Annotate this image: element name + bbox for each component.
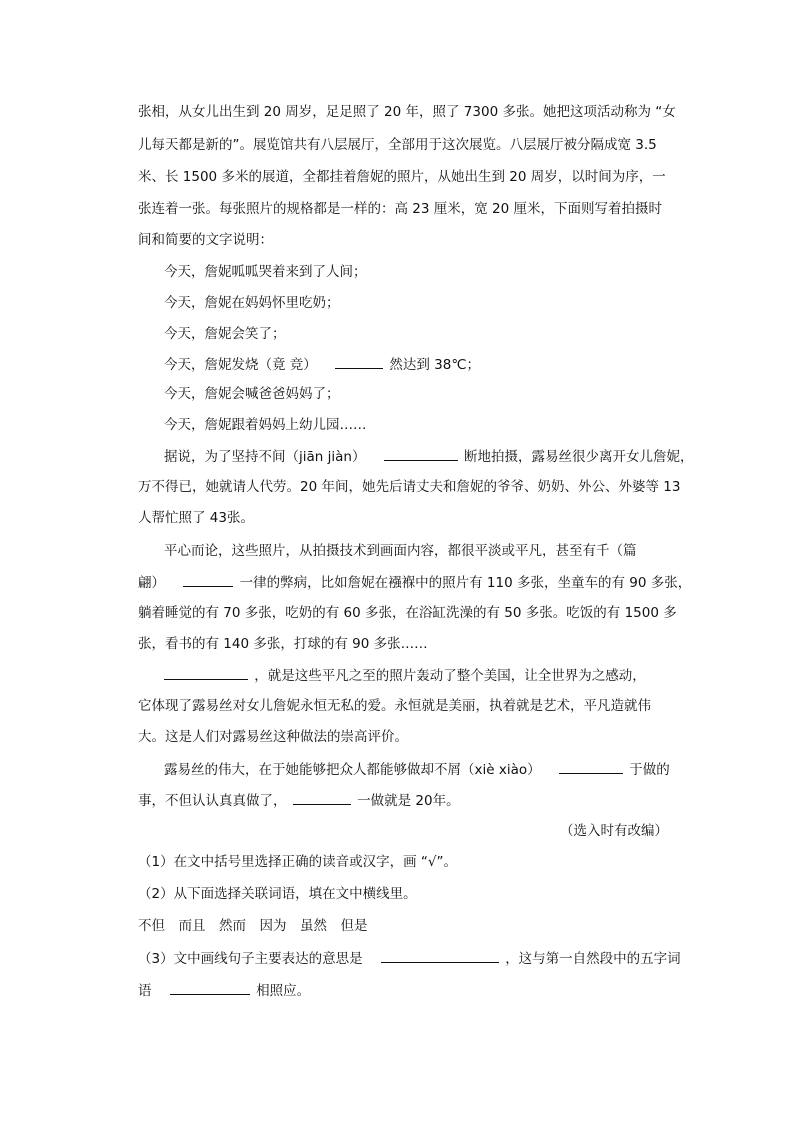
question-2: （2）从下面选择关联词语，填在文中横线里。 — [138, 886, 417, 902]
paragraph-3-line-1: 平心而论，这些照片，从拍摄技术到画面内容，都很平淡或平凡，甚至有千（篇 — [164, 543, 637, 559]
paragraph-3-line-4: 张，看书的有 140 多张，打球的有 90 多张…… — [138, 636, 428, 652]
question-3-text-word: 语 — [138, 983, 152, 999]
fill-blank-6[interactable] — [293, 790, 351, 805]
caption-3: 今天，詹妮会笑了； — [164, 326, 286, 342]
paragraph-3-line-3: 躺着睡觉的有 70 多张，吃奶的有 60 多张，在浴缸洗澡的有 50 多张。吃饭的有 1500 多 — [138, 605, 677, 621]
fill-blank-1[interactable] — [335, 354, 383, 369]
paragraph-2-text-before: 据说，为了坚持不间（jiān jiàn） — [164, 449, 366, 465]
fill-blank-2[interactable] — [384, 446, 458, 461]
paragraph-3-line-2 — [138, 572, 692, 593]
fill-blank-5[interactable] — [559, 759, 623, 774]
source-note: （选入时有改编） — [560, 823, 668, 839]
fill-blank-3[interactable] — [183, 572, 233, 587]
paragraph-1-line-4: 张连着一张。每张照片的规格都是一样的：高 23 厘米，宽 20 厘米，下面则写着拍摄时 — [138, 201, 663, 217]
paragraph-5-text-after-2: 一做就是 20年。 — [357, 793, 460, 809]
paragraph-1-line-2: 儿每天都是新的”。展览馆共有八层展厅，全部用于这次展览。八层展厅被分隔成宽 3.5 — [138, 137, 657, 153]
question-3-text-end: 相照应。 — [256, 983, 311, 999]
question-3-text-after: ，这与第一自然段中的五字词 — [505, 951, 681, 967]
paragraph-4-line-3: 大。这是人们对露易丝这种做法的崇高评价。 — [138, 729, 408, 745]
paragraph-5-text-after: 于做的 — [629, 762, 670, 778]
fill-blank-4[interactable] — [164, 665, 248, 680]
paragraph-1-line-5: 间和简要的文字说明： — [138, 232, 273, 248]
paragraph-4-line-1 — [164, 665, 704, 686]
paragraph-1-line-3: 米、长 1500 多米的展道，全都挂着詹妮的照片，从她出生到 20 周岁，以时间为序，一 — [138, 169, 666, 185]
question-3-text-before: （3）文中画线句子主要表达的意思是 — [138, 951, 363, 967]
caption-6: 今天，詹妮跟着妈妈上幼儿园…… — [164, 417, 367, 433]
paragraph-3-text-before: 翩） — [138, 575, 165, 591]
paragraph-5-line-1 — [164, 759, 704, 780]
caption-4 — [164, 354, 704, 375]
answer-blank-2[interactable] — [170, 980, 250, 995]
word-options: 不但 而且 然而 因为 虽然 但是 — [138, 918, 368, 934]
paragraph-5-text-before-2: 事，不但认认真真做了， — [138, 793, 287, 809]
paragraph-2-line-2: 万不得已，她就请人代劳。20 年间，她先后请丈夫和詹妮的爷爷、奶奶、外公、外婆等 13 — [138, 479, 681, 495]
caption-1: 今天，詹妮呱呱哭着来到了人间； — [164, 264, 367, 280]
paragraph-5-line-2 — [138, 790, 678, 811]
paragraph-2-line-1 — [164, 446, 704, 467]
answer-blank-1[interactable] — [381, 948, 499, 963]
paragraph-5-text-before: 露易丝的伟大，在于她能够把众人都能够做却不屑（xiè xiào） — [164, 762, 541, 778]
paragraph-3-text-after: 一律的弊病，比如詹妮在襁褓中的照片有 110 多张，坐童车的有 90 多张， — [239, 575, 692, 591]
question-3-line-2 — [138, 980, 678, 1001]
question-1: （1）在文中括号里选择正确的读音或汉字，画 “√”。 — [138, 854, 457, 870]
caption-5: 今天，詹妮会喊爸爸妈妈了； — [164, 386, 340, 402]
paragraph-4-text-after: ，就是这些平凡之至的照片轰动了整个美国，让全世界为之感动， — [254, 668, 646, 684]
caption-4-text-before: 今天，詹妮发烧（竟 竞） — [164, 357, 317, 373]
question-3-line-1 — [138, 948, 681, 969]
paragraph-1-line-1: 张相，从女儿出生到 20 周岁，足足照了 20 年，照了 7300 多张。她把这项活动称为 “女 — [138, 104, 676, 120]
caption-4-text-after: 然达到 38℃； — [389, 357, 481, 373]
caption-2: 今天，詹妮在妈妈怀里吃奶； — [164, 295, 340, 311]
paragraph-2-text-after: 断地拍摄，露易丝很少离开女儿詹妮， — [464, 449, 694, 465]
paragraph-2-line-3: 人帮忙照了 43张。 — [138, 510, 254, 526]
paragraph-4-line-2: 它体现了露易丝对女儿詹妮永恒无私的爱。永恒就是美丽，执着就是艺术，平凡造就伟 — [138, 698, 651, 714]
